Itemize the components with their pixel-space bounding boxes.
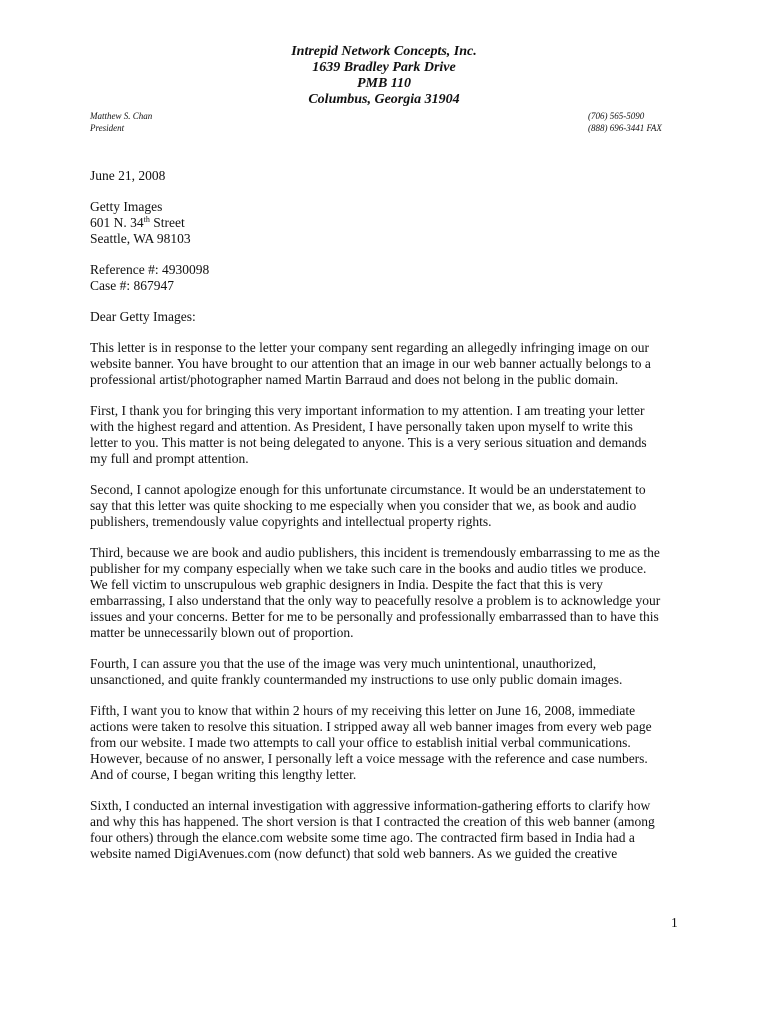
paragraph-line: Sixth, I conducted an internal investigation with aggressive information-gathering efforts to clarify how	[90, 798, 651, 813]
company-pmb: PMB 110	[356, 76, 412, 91]
paragraph-line: Fifth, I want you to know that within 2 hours of my receiving this letter on June 16, 2008, immediate	[90, 703, 636, 718]
paragraph-line: embarrassing, I also understand that the only way to peacefully resolve a problem is to acknowledge your	[90, 593, 661, 608]
paragraph-line: and why this has happened. The short version is that I contracted the creation of this web banner (among	[90, 814, 655, 829]
paragraph-4	[90, 545, 690, 641]
letterhead	[0, 44, 768, 108]
paragraph-5	[90, 656, 690, 688]
paragraph-line: Fourth, I can assure you that the use of the image was very much unintentional, unauthorized,	[90, 656, 597, 671]
paragraph-line: from our website. I made two attempts to call your office to establish initial verbal communications.	[90, 735, 631, 750]
reference-block	[90, 262, 690, 294]
street-number: 601 N. 34	[90, 215, 144, 230]
paragraph-line: Third, because we are book and audio publishers, this incident is tremendously embarrassing to me as the	[90, 545, 660, 560]
paragraph-line: publisher for my company especially when we take such care in the books and audio titles we produce.	[90, 561, 647, 576]
paragraph-line: We fell victim to unscrupulous web graphic designers in India. Despite the fact that this is very	[90, 577, 603, 592]
paragraph-line: professional artist/photographer named Martin Barraud and does not belong in the public domain.	[90, 372, 619, 387]
paragraph-line: unsanctioned, and quite frankly countermanded my instructions to use only public domain images.	[90, 672, 623, 687]
paragraph-1	[90, 340, 690, 388]
paragraph-line: This letter is in response to the letter your company sent regarding an allegedly infringing image on our	[90, 340, 649, 355]
date-line: June 21, 2008	[90, 168, 166, 183]
paragraph-line: Second, I cannot apologize enough for this unfortunate circumstance. It would be an understatement to	[90, 482, 646, 497]
paragraph-line: publishers, tremendously value copyrights and intellectual property rights.	[90, 514, 492, 529]
paragraph-line: actions were taken to resolve this situation. I stripped away all web banner images from every web page	[90, 719, 652, 734]
recipient-address	[90, 199, 690, 247]
salutation-block	[90, 309, 690, 325]
paragraph-2	[90, 403, 690, 467]
contact-info	[588, 110, 662, 134]
paragraph-line: However, because of no answer, I personally left a voice message with the reference and case numbers.	[90, 751, 648, 766]
street-ordinal: th	[143, 215, 150, 224]
company-city: Columbus, Georgia 31904	[308, 92, 460, 107]
paragraph-line: letter to you. This matter is not being delegated to anyone. This is a very serious situation and demands	[90, 435, 647, 450]
recipient-name: Getty Images	[90, 199, 163, 214]
street-name: Street	[149, 215, 185, 230]
paragraph-6	[90, 703, 690, 783]
executive-info	[90, 110, 152, 134]
page-number: 1	[671, 915, 678, 930]
reference-number: Reference #: 4930098	[90, 262, 210, 277]
letter-body	[90, 168, 690, 877]
phone-number: (706) 565-5090	[588, 111, 645, 121]
case-number: Case #: 867947	[90, 278, 174, 293]
paragraph-line: say that this letter was quite shocking to me especially when you consider that we, as book and audio	[90, 498, 637, 513]
company-name: Intrepid Network Concepts, Inc.	[291, 44, 477, 59]
executive-title: President	[90, 123, 125, 133]
company-street: 1639 Bradley Park Drive	[312, 60, 456, 75]
salutation: Dear Getty Images:	[90, 309, 196, 324]
executive-name: Matthew S. Chan	[90, 111, 153, 121]
recipient-city: Seattle, WA 98103	[90, 231, 191, 246]
paragraph-line: my full and prompt attention.	[90, 451, 249, 466]
letter-date	[90, 168, 690, 184]
paragraph-line: And of course, I began writing this lengthy letter.	[90, 767, 357, 782]
paragraph-line: four others) through the elance.com website some time ago. The contracted firm based in India had a	[90, 830, 635, 845]
paragraph-7	[90, 798, 690, 862]
paragraph-line: website named DigiAvenues.com (now defunct) that sold web banners. As we guided the creative	[90, 846, 618, 861]
paragraph-3	[90, 482, 690, 530]
recipient-street	[90, 215, 690, 231]
paragraph-line: issues and your concerns. Better for me to be personally and professionally embarrassed than to have this	[90, 609, 659, 624]
paragraph-line: with the highest regard and attention. As President, I have personally taken upon myself to write this	[90, 419, 633, 434]
paragraph-line: First, I thank you for bringing this very important information to my attention. I am treating your letter	[90, 403, 645, 418]
fax-number: (888) 696-3441 FAX	[588, 123, 662, 133]
paragraph-line: website banner. You have brought to our attention that an image in our web banner actually belongs to a	[90, 356, 651, 371]
paragraph-line: matter be unnecessarily blown out of proportion.	[90, 625, 354, 640]
